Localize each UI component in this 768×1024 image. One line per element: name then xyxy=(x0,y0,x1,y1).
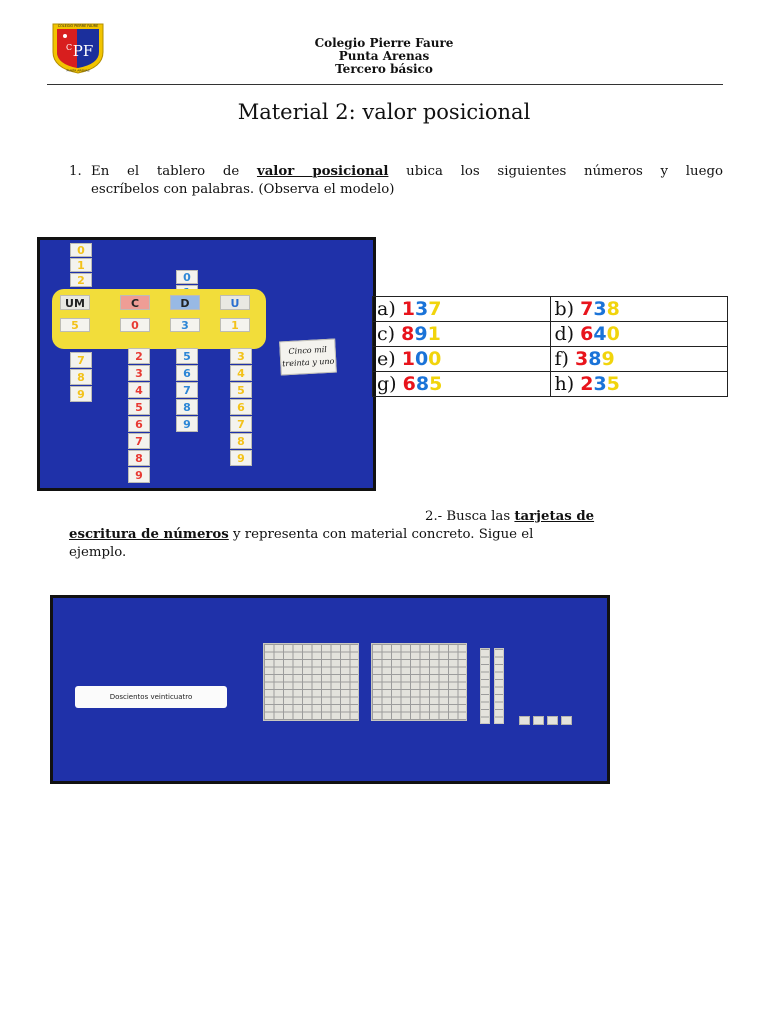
strip-card-um: 7 xyxy=(70,352,92,368)
digit: 1 xyxy=(401,298,416,320)
question-2-text-after: y representa con material concreto. Sigue el xyxy=(233,527,534,542)
digit: 5 xyxy=(429,373,443,395)
digit: 6 xyxy=(402,373,416,395)
school-city: Punta Arenas xyxy=(338,49,430,63)
table-cell xyxy=(373,347,551,372)
unit-cube-4 xyxy=(561,716,572,725)
logo-bottom-text: PUNTA ARENAS xyxy=(66,68,90,73)
digit: 2 xyxy=(580,373,594,395)
item-label: h) xyxy=(554,373,581,395)
board-header-u: U xyxy=(220,295,250,310)
digit: 0 xyxy=(414,348,429,370)
hundred-flat-2 xyxy=(371,643,467,721)
question-2-emphasis-2: escritura de números xyxy=(69,527,229,542)
digit: 0 xyxy=(606,323,620,345)
strip-card-c: 2 xyxy=(128,348,150,364)
board-value-c: 0 xyxy=(120,318,150,332)
top-card-d: 0 xyxy=(176,270,198,284)
board-header-d: D xyxy=(170,295,200,310)
top-card-um: 2 xyxy=(70,273,92,287)
strip-card-d: 6 xyxy=(176,365,198,381)
strip-card-u: 4 xyxy=(230,365,252,381)
digit: 8 xyxy=(401,323,415,345)
top-card-um: 1 xyxy=(70,258,92,272)
school-crest-logo xyxy=(47,22,109,74)
table-cell xyxy=(373,297,551,322)
item-label: c) xyxy=(377,323,402,345)
model-note-card xyxy=(279,339,337,376)
strip-card-d: 5 xyxy=(176,348,198,364)
logo-pf-letters: PF xyxy=(72,42,94,60)
question-2-line2 xyxy=(69,526,533,544)
question-1-text-before: En el tablero de xyxy=(91,164,240,179)
question-2-line3: ejemplo. xyxy=(69,545,127,560)
strip-card-d: 8 xyxy=(176,399,198,415)
digit: 3 xyxy=(574,348,589,370)
item-label: d) xyxy=(554,323,581,345)
item-label: e) xyxy=(377,348,402,370)
board-value-um: 5 xyxy=(60,318,90,332)
digit: 7 xyxy=(580,298,594,320)
logo-top-text: COLEGIO PIERRE FAURE xyxy=(57,24,99,28)
table-cell xyxy=(550,372,728,397)
table-row xyxy=(373,297,728,322)
item-label: f) xyxy=(554,348,575,370)
hundred-flat-1 xyxy=(263,643,359,721)
digit: 7 xyxy=(428,298,442,320)
digit: 5 xyxy=(606,373,620,395)
digit: 3 xyxy=(593,373,607,395)
table-row xyxy=(373,372,728,397)
top-card-um: 0 xyxy=(70,243,92,257)
logo-c-letter: C xyxy=(66,43,73,52)
digit: 1 xyxy=(401,348,415,370)
ten-rod-2 xyxy=(494,648,504,724)
strip-card-u: 3 xyxy=(230,348,252,364)
table-row xyxy=(373,322,728,347)
board-header-um: UM xyxy=(60,295,90,310)
table-cell xyxy=(373,322,551,347)
strip-card-u: 6 xyxy=(230,399,252,415)
table-cell xyxy=(373,372,551,397)
model-note-line2: treinta y uno xyxy=(281,356,335,369)
strip-card-um: 9 xyxy=(70,386,92,402)
strip-card-d: 9 xyxy=(176,416,198,432)
strip-card-c: 6 xyxy=(128,416,150,432)
unit-cube-2 xyxy=(533,716,544,725)
base-ten-blocks-photo xyxy=(50,595,610,784)
school-grade: Tercero básico xyxy=(335,62,433,76)
strip-card-u: 8 xyxy=(230,433,252,449)
strip-card-c: 7 xyxy=(128,433,150,449)
item-label: b) xyxy=(554,298,581,320)
numbers-table xyxy=(372,296,728,397)
strip-card-d: 7 xyxy=(176,382,198,398)
header-divider xyxy=(47,84,723,85)
table-cell xyxy=(550,297,728,322)
strip-card-u: 9 xyxy=(230,450,252,466)
digit: 9 xyxy=(414,323,428,345)
strip-card-c: 4 xyxy=(128,382,150,398)
question-2-emphasis-1: tarjetas de xyxy=(514,509,595,524)
strip-card-um: 8 xyxy=(70,369,92,385)
strip-card-u: 7 xyxy=(230,416,252,432)
school-name: Colegio Pierre Faure xyxy=(314,36,454,50)
model-note-line1: Cinco mil xyxy=(288,345,328,357)
table-row xyxy=(373,347,728,372)
page-title: Material 2: valor posicional xyxy=(237,100,531,124)
digit: 8 xyxy=(606,298,620,320)
strip-card-u: 5 xyxy=(230,382,252,398)
digit: 3 xyxy=(415,298,429,320)
place-value-board-photo xyxy=(37,237,376,491)
table-cell xyxy=(550,347,728,372)
question-1-number: 1. xyxy=(69,164,82,179)
strip-card-c: 3 xyxy=(128,365,150,381)
ten-rod-1 xyxy=(480,648,490,724)
strip-card-c: 8 xyxy=(128,450,150,466)
table-cell xyxy=(550,322,728,347)
digit: 1 xyxy=(427,323,441,345)
question-2-line1 xyxy=(425,508,594,526)
board-value-d: 3 xyxy=(170,318,200,332)
unit-cube-3 xyxy=(547,716,558,725)
question-2-prefix: 2.- Busca las xyxy=(425,509,511,524)
number-word-card: Doscientos veinticuatro xyxy=(75,686,227,708)
digit: 9 xyxy=(601,348,615,370)
question-1-emphasis: valor posicional xyxy=(256,164,389,179)
digit: 8 xyxy=(588,348,602,370)
digit: 8 xyxy=(415,373,430,395)
digit: 4 xyxy=(593,323,607,345)
board-value-u: 1 xyxy=(220,318,250,332)
digit: 0 xyxy=(428,348,442,370)
digit: 3 xyxy=(593,298,607,320)
question-1 xyxy=(69,163,723,199)
unit-cube-1 xyxy=(519,716,530,725)
item-label: a) xyxy=(377,298,402,320)
digit: 6 xyxy=(580,323,594,345)
question-1-line2: escríbelos con palabras. (Observa el modelo) xyxy=(91,182,395,197)
item-label: g) xyxy=(377,373,403,395)
strip-card-c: 5 xyxy=(128,399,150,415)
board-header-c: C xyxy=(120,295,150,310)
strip-card-c: 9 xyxy=(128,467,150,483)
question-1-text-after: ubica los siguientes números y luego xyxy=(406,164,723,179)
